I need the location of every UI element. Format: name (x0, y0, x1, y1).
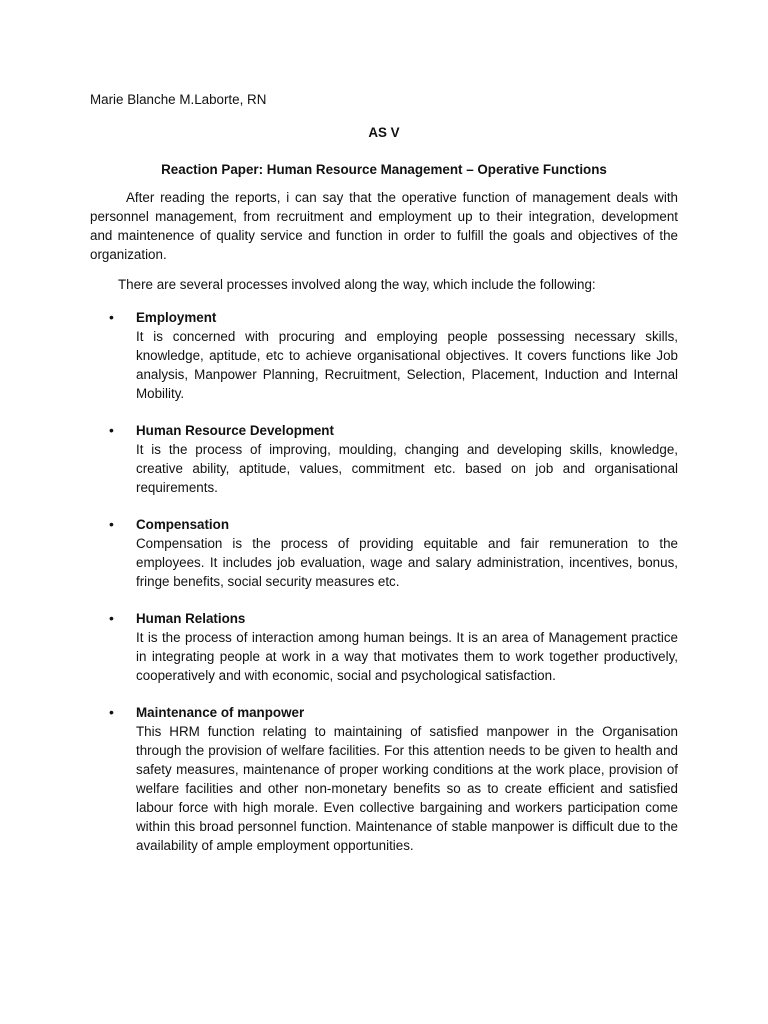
process-list (90, 308, 678, 855)
bullet-icon: • (109, 309, 114, 325)
list-item-compensation (90, 515, 678, 591)
list-item-maintenance-of-manpower (90, 703, 678, 855)
document-title: Reaction Paper: Human Resource Management – Operative Functions (161, 162, 607, 177)
item-heading: Employment (136, 310, 217, 325)
item-body: It is concerned with procuring and employing people possessing necessary skills, knowledge, aptitude, etc to achieve organisational objectives. It covers functions like Job analysis, Manpower Planning, Recruitment, Selection, Placement, Induction and Internal Mobility. (136, 329, 678, 401)
course-code: AS V (368, 125, 400, 140)
bullet-icon: • (109, 610, 114, 626)
document-page (90, 90, 678, 873)
lead-paragraph: There are several processes involved along the way, which include the following: (118, 277, 596, 292)
intro-paragraph: After reading the reports, i can say that the operative function of management deals with personnel management, from recruitment and employment up to their integration, development and maintenence of quality service and function in order to fulfill the goals and objectives of the organization. (90, 190, 678, 262)
list-item-human-resource-development (90, 421, 678, 497)
item-heading: Human Relations (136, 611, 246, 626)
item-heading: Maintenance of manpower (136, 705, 305, 720)
bullet-icon: • (109, 516, 114, 532)
item-heading: Compensation (136, 517, 229, 532)
item-body: It is the process of interaction among human beings. It is an area of Management practice in integrating people at work in a way that motivates them to work together productively, cooperatively and with economic, social and psychological satisfaction. (136, 630, 678, 683)
author-name: Marie Blanche M.Laborte, RN (90, 92, 267, 107)
item-body: This HRM function relating to maintaining of satisfied manpower in the Organisation through the provision of welfare facilities. For this attention needs to be given to health and safety measures, maintenance of proper working conditions at the work place, provision of welfare facilities and other non-monetary benefits so as to create efficient and satisfied labour force with high morale. Even collective bargaining and workers participation come within this broad personnel function. Maintenance of stable manpower is difficult due to the availability of ample employment opportunities. (136, 724, 678, 853)
bullet-icon: • (109, 704, 114, 720)
bullet-icon: • (109, 422, 114, 438)
item-body: Compensation is the process of providing equitable and fair remuneration to the employees. It includes job evaluation, wage and salary administration, incentives, bonus, fringe benefits, social security measures etc. (136, 536, 678, 589)
list-item-employment (90, 308, 678, 403)
list-item-human-relations (90, 609, 678, 685)
item-heading: Human Resource Development (136, 423, 334, 438)
item-body: It is the process of improving, moulding, changing and developing skills, knowledge, creative ability, aptitude, values, commitment etc. based on job and organisational requirements. (136, 442, 678, 495)
